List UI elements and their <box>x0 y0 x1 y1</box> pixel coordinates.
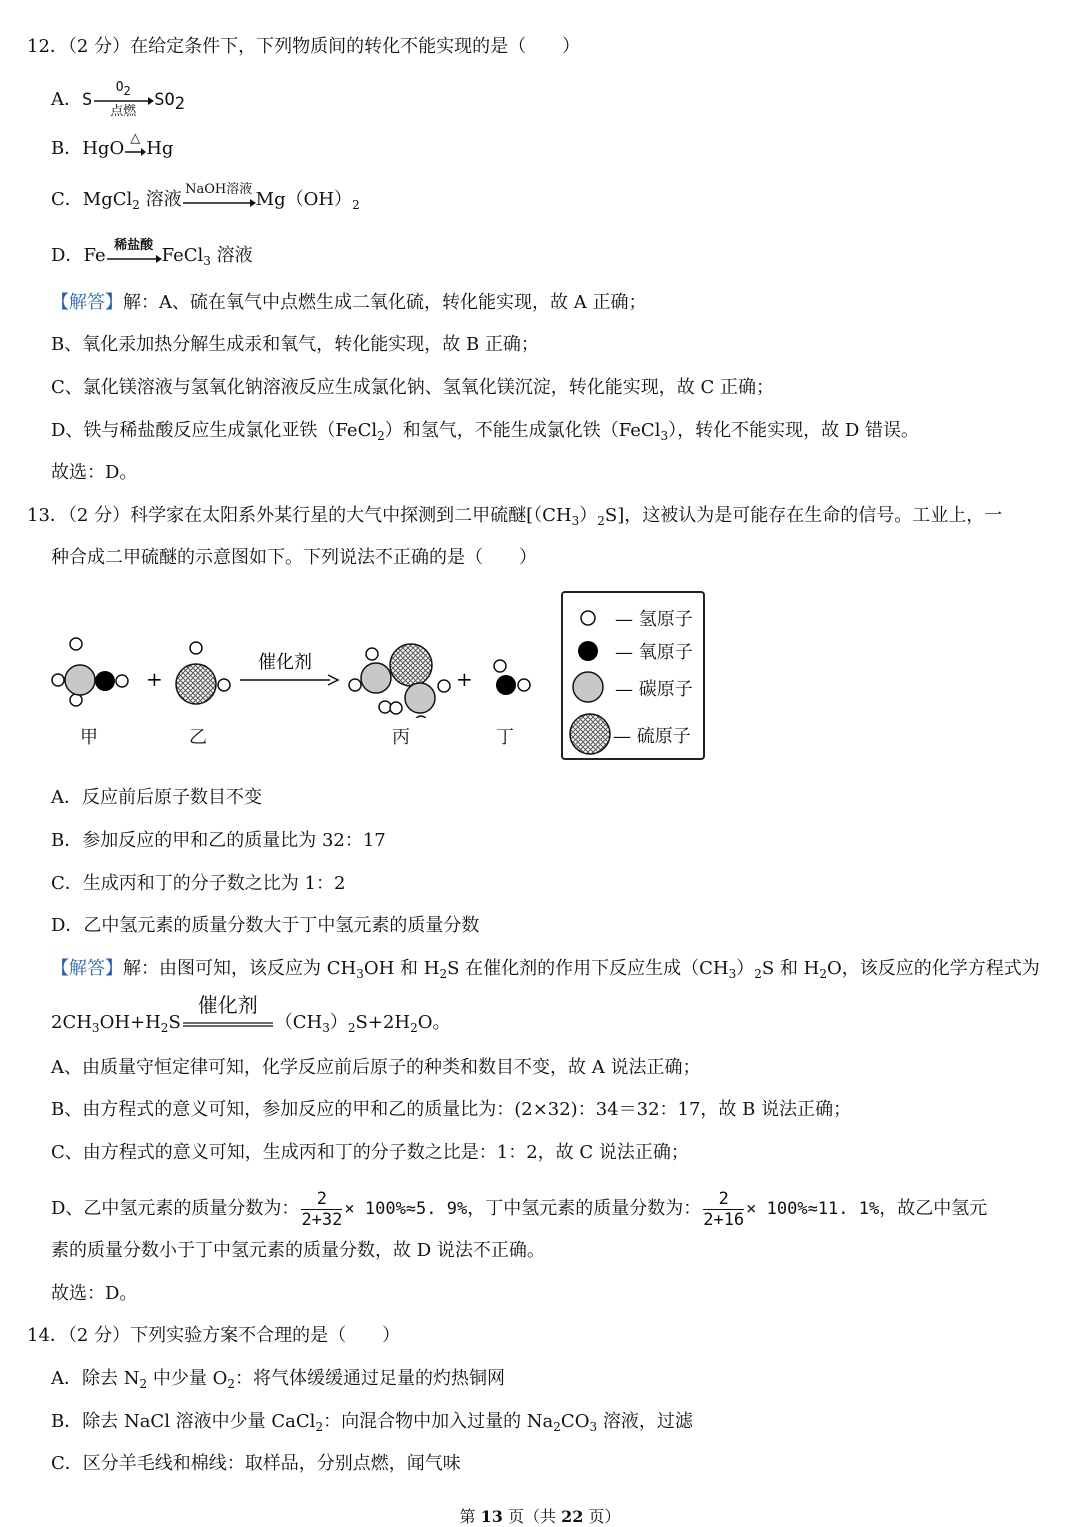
label-yi: 乙 <box>189 727 207 748</box>
molecule-ding <box>494 660 530 695</box>
page-footer: 第 13 页（共 22 页） <box>459 1507 621 1526</box>
legend-hydrogen: — 氢原子 <box>563 599 703 633</box>
reaction-arrow: 稀盐酸 <box>106 243 162 269</box>
catalyst-label: 催化剂 <box>258 652 312 673</box>
legend-carbon: — 碳原子 <box>563 669 703 703</box>
q12-answer: 【解答】解：A、硫在氧气中点燃生成二氧化硫，转化能实现，故 A 正确； <box>51 292 647 313</box>
label-bing: 丙 <box>392 727 410 748</box>
reaction-arrow: $O_2$ 点燃 <box>92 85 154 115</box>
q13-answer: 【解答】解：由图可知，该反应为 $CH_3OH$ 和 $H_2S$ 在催化剂的作用下反应生成$(CH_3)_2S$ 和 $H_2O$，该反应的化学方程式为 <box>51 958 1040 981</box>
plus-sign: + <box>456 667 473 691</box>
q12-stem: 12．（2 分）在给定条件下，下列物质间的转化不能实现的是（ ） <box>27 36 581 57</box>
molecule-diagram <box>48 628 548 718</box>
equation-catalyst-sign: 催化剂 <box>197 993 258 1017</box>
q13-answer-a: A、由质量守恒定律可知，化学反应前后原子的种类和数目不变，故 A 说法正确； <box>51 1057 701 1078</box>
label-jia: 甲 <box>80 727 98 748</box>
q12-choice: 故选：D。 <box>51 462 138 483</box>
fraction-ding: $\frac{2}{2+16}$ <box>703 1188 745 1230</box>
q13-equation: $2CH_3OH+H_2S$ 催化剂 $(CH_3)_2S+2H_2O$。 <box>51 993 451 1035</box>
q13-stem-line2: 种合成二甲硫醚的示意图如下。下列说法不正确的是（ ） <box>51 547 537 568</box>
molecule-yi <box>176 642 230 704</box>
q13-answer-d-line2: 素的质量分数小于丁中氢元素的质量分数，故 D 说法不正确。 <box>51 1240 545 1261</box>
q13-answer-d: D、乙中氢元素的质量分数为： $\frac{2}{2+32}$ × 100%≈5. 9%，丁中氢元素的质量分数为： $\frac{2}{2+16}$ × 100%≈11. 1%，故乙中氢元 <box>51 1188 988 1230</box>
reaction-arrow: NaOH溶液 <box>182 187 256 213</box>
atom-legend <box>561 591 705 760</box>
q12-option-b: B．HgO △ Hg <box>51 136 173 162</box>
q12-answer-d: D、铁与稀盐酸反应生成氯化亚铁（FeCl$_2$）和氢气，不能生成氯化铁（FeCl$_3$），转化不能实现，故 D 错误。 <box>51 420 919 443</box>
q12-option-c: C．MgCl$_2$ 溶液 NaOH溶液 $Mg(OH)_2$ <box>51 182 360 212</box>
q13-option-c: C．生成丙和丁的分子数之比为 1：2 <box>51 873 346 894</box>
q12-option-d: D．Fe 稀盐酸 FeCl$_3$ 溶液 <box>51 238 253 268</box>
q14-option-c: C．区分羊毛线和棉线：取样品，分别点燃，闻气味 <box>51 1453 461 1474</box>
q12-answer-b: B、氧化汞加热分解生成汞和氧气，转化能实现，故 B 正确； <box>51 334 539 355</box>
molecule-bing <box>349 644 450 718</box>
q14-stem: 14．（2 分）下列实验方案不合理的是（ ） <box>27 1325 401 1346</box>
q13-answer-c: C、由方程式的意义可知，生成丙和丁的分子数之比是：1：2，故 C 说法正确； <box>51 1142 689 1163</box>
q13-answer-b: B、由方程式的意义可知，参加反应的甲和乙的质量比为：(2×32)：34＝32：17，故 B 说法正确； <box>51 1099 852 1120</box>
q14-option-b: B．除去 NaCl 溶液中少量 CaCl$_2$：向混合物中加入过量的 $Na_2CO_3$ 溶液，过滤 <box>51 1411 693 1434</box>
q12-option-a: A．S $O_2$ 点燃 $SO_2$ <box>51 80 185 119</box>
q13-stem: 13．（2 分）科学家在太阳系外某行星的大气中探测到二甲硫醚$[(CH_3)_2S]$，这被认为是可能存在生命的信号。工业上，一 <box>27 505 1003 528</box>
fraction-yi: $\frac{2}{2+32}$ <box>301 1188 343 1230</box>
q13-option-a: A．反应前后原子数目不变 <box>51 787 262 808</box>
q13-option-b: B．参加反应的甲和乙的质量比为 32：17 <box>51 830 386 851</box>
legend-oxygen: — 氧原子 <box>563 632 703 666</box>
label-ding: 丁 <box>496 727 514 748</box>
q13-choice: 故选：D。 <box>51 1283 138 1304</box>
plus-sign: + <box>146 667 163 691</box>
q13-option-d: D．乙中氢元素的质量分数大于丁中氢元素的质量分数 <box>51 915 480 936</box>
q12-answer-c: C、氯化镁溶液与氢氧化钠溶液反应生成氯化钠、氢氧化镁沉淀，转化能实现，故 C 正确； <box>51 377 774 398</box>
heat-arrow: △ <box>124 136 146 162</box>
legend-sulfur: — 硫原子 <box>563 712 703 746</box>
q14-option-a: A．除去 $N_2$ 中少量 $O_2$：将气体缓缓通过足量的灼热铜网 <box>51 1368 505 1391</box>
molecule-jia <box>52 638 128 706</box>
